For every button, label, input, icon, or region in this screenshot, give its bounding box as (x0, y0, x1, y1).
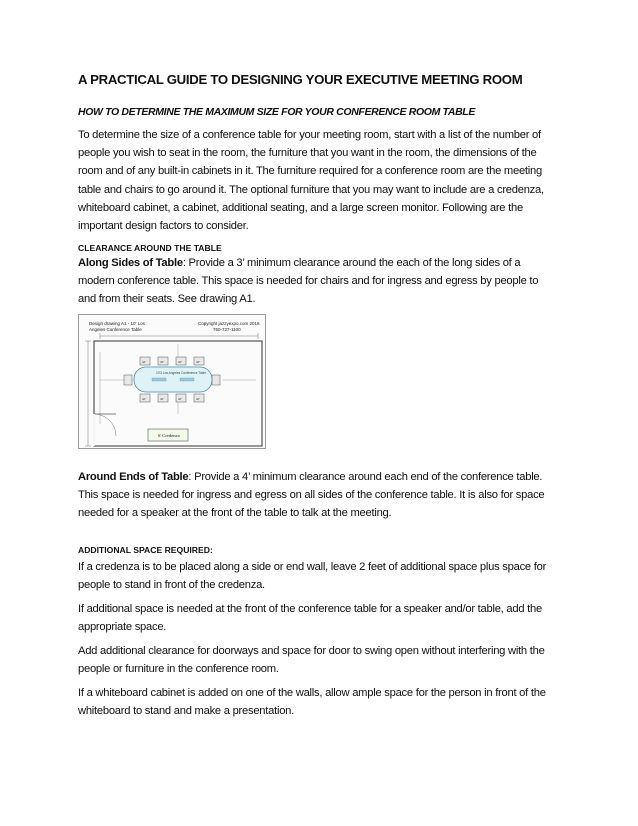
door-paragraph: Add additional clearance for doorways and space for door to swing open without interfering with the people or furniture in the conference room. (78, 645, 545, 676)
drawing-caption-line1: Design drawing A1 - 10' Los (89, 321, 145, 326)
chair (124, 375, 132, 385)
ends-label: Around Ends of Table (78, 471, 189, 483)
table-label: 10'3 Los Angeles Conference Table (156, 371, 206, 375)
chair-label: 42" (142, 397, 147, 401)
section-heading-additional: ADDITIONAL SPACE REQUIRED: (78, 545, 213, 555)
chair-label: 42" (196, 397, 201, 401)
chair-label: 42" (196, 360, 201, 364)
ends-paragraph (78, 468, 558, 523)
credenza-paragraph: If a credenza is to be placed along a side or end wall, leave 2 feet of additional space plus space for people to stand in front of the credenza. (78, 561, 547, 592)
drawing-caption-line2: Angeles Conference Table (89, 327, 142, 332)
chair (212, 375, 220, 385)
drawing-copyright-line2: 760-727-1100 (213, 327, 241, 332)
sides-label: Along Sides of Table (78, 257, 183, 269)
credenza-label: 6' Credenza (158, 433, 180, 438)
section-heading-clearance: CLEARANCE AROUND THE TABLE (78, 243, 222, 253)
ends-text: : Provide a 4’ minimum clearance around each end of the conference table. This space is needed for ingress and egress on all sides of the conference table. It is also for space needed for a speaker at the front of the table to talk at the meeting. (78, 471, 545, 520)
sides-paragraph (78, 254, 558, 309)
chair-label: 42" (160, 360, 165, 364)
drawing-copyright-line1: Copyright jazzyexpo.com 2016 (198, 321, 260, 326)
sides-text: : Provide a 3’ minimum clearance around the each of the long sides of a modern conference table. This space is needed for chairs and for ingress and egress by people to and from their seats. See drawing A1. (78, 257, 539, 306)
page-title: A PRACTICAL GUIDE TO DESIGNING YOUR EXECUTIVE MEETING ROOM (78, 72, 523, 87)
chair-label: 42" (178, 360, 183, 364)
chair-label: 42" (142, 360, 147, 364)
page-subtitle: HOW TO DETERMINE THE MAXIMUM SIZE FOR YOUR CONFERENCE ROOM TABLE (78, 106, 476, 118)
drawing-a1 (78, 314, 266, 449)
speaker-paragraph: If additional space is needed at the front of the conference table for a speaker and/or table, add the appropriate space. (78, 603, 542, 634)
intro-paragraph: To determine the size of a conference table for your meeting room, start with a list of the number of people you wish to seat in the room, the furniture that you want in the room, the dimensions of the room and of any built-in cabinets in it. The furniture required for a conference room are the meeting table and chairs to go around it. The optional furniture that you may want to include are a credenza, whiteboard cabinet, a cabinet, additional seating, and a large screen monitor. Following are the important design factors to consider. (78, 129, 544, 233)
chair-label: 42" (160, 397, 165, 401)
chair-label: 42" (178, 397, 183, 401)
whiteboard-paragraph: If a whiteboard cabinet is added on one of the walls, allow ample space for the person in front of the whiteboard to stand and make a presentation. (78, 687, 546, 718)
